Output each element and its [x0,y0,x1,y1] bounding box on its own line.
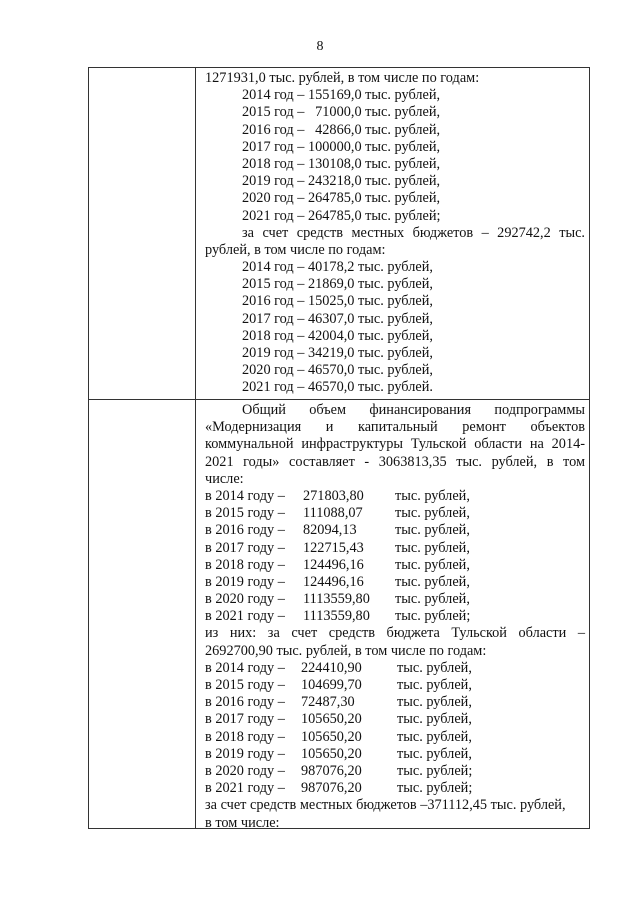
left-cell-empty [89,400,196,829]
local-budget-intro-cont: рублей, в том числе по годам: [205,241,386,258]
year-line: 2021 год – 264785,0 тыс. рублей; [242,207,441,224]
subprogram-intro-line: коммунальной инфраструктуры Тульской области на 2014- [205,436,585,453]
regional-budget-intro: из них: за счет средств бюджета Тульской области – [205,625,585,642]
year-line: 2020 год – 46570,0 тыс. рублей, [242,362,433,379]
year-line: 2014 год – 40178,2 тыс. рублей, [242,259,433,276]
table-row [89,68,590,400]
year-line: 2016 год – 42866,0 тыс. рублей, [242,121,441,138]
right-cell-subprogram-funding [196,400,590,829]
page-number: 8 [316,39,324,54]
year-line: в 2014 году – 224410,90 тыс. рублей, [205,659,472,676]
year-line: в 2014 году – 271803,80 тыс. рублей, [205,487,470,504]
year-line: 2014 год – 155169,0 тыс. рублей, [242,87,441,104]
total-line: 1271931,0 тыс. рублей, в том числе по годам: [205,70,480,86]
year-line: в 2015 году – 111088,07 тыс. рублей, [205,505,470,522]
year-line: 2016 год – 15025,0 тыс. рублей, [242,293,433,310]
year-line: 2019 год – 243218,0 тыс. рублей, [242,173,441,190]
year-line: 2019 год – 34219,0 тыс. рублей, [242,345,433,361]
year-line: 2018 год – 130108,0 тыс. рублей, [242,155,441,172]
regional-budget-intro-cont: 2692700,90 тыс. рублей, в том числе по годам: [205,642,487,659]
year-line: в 2020 году – 1113559,80 тыс. рублей, [205,591,470,608]
year-line: в 2020 году – 987076,20 тыс. рублей; [205,762,473,779]
year-line: в 2018 году – 105650,20 тыс. рублей, [205,728,472,745]
year-line: в 2017 году – 105650,20 тыс. рублей, [205,711,472,728]
financing-table [88,67,590,829]
local-budget-intro-cont: в том числе: [205,814,280,831]
right-cell-funding-regional [196,68,590,400]
year-line: в 2021 году – 987076,20 тыс. рублей; [205,780,473,797]
year-line: 2018 год – 42004,0 тыс. рублей, [242,327,433,344]
year-line: в 2016 году – 82094,13 тыс. рублей, [205,522,470,539]
year-line: в 2015 году – 104699,70 тыс. рублей, [205,677,472,693]
year-line: в 2019 году – 124496,16 тыс. рублей, [205,573,470,590]
local-budget-intro: за счет средств местных бюджетов – 292742,2 тыс. [242,224,585,241]
year-line: 2020 год – 264785,0 тыс. рублей, [242,190,441,207]
subprogram-intro-line: «Модернизация и капитальный ремонт объектов [205,419,585,436]
year-line: 2021 год – 46570,0 тыс. рублей. [242,379,433,396]
year-line: в 2019 году – 105650,20 тыс. рублей, [205,745,472,762]
year-line: в 2017 году – 122715,43 тыс. рублей, [205,539,470,556]
left-cell-empty [89,68,196,400]
table-row [89,400,590,829]
subprogram-intro-line: Общий объем финансирования подпрограммы [242,402,585,418]
subprogram-intro-line: 2021 годы» составляет - 3063813,35 тыс. рублей, в том [205,453,585,470]
year-line: в 2018 году – 124496,16 тыс. рублей, [205,556,470,573]
year-line: 2015 год – 21869,0 тыс. рублей, [242,276,433,293]
year-line: 2017 год – 46307,0 тыс. рублей, [242,310,433,327]
year-line: 2015 год – 71000,0 тыс. рублей, [242,104,441,121]
year-line: в 2021 году – 1113559,80 тыс. рублей; [205,608,471,625]
year-line: в 2016 году – 72487,30 тыс. рублей, [205,694,472,711]
year-line: 2017 год – 100000,0 тыс. рублей, [242,138,441,155]
subprogram-intro-last: числе: [205,470,244,487]
local-budget-intro: за счет средств местных бюджетов –371112,45 тыс. рублей, [205,797,566,814]
